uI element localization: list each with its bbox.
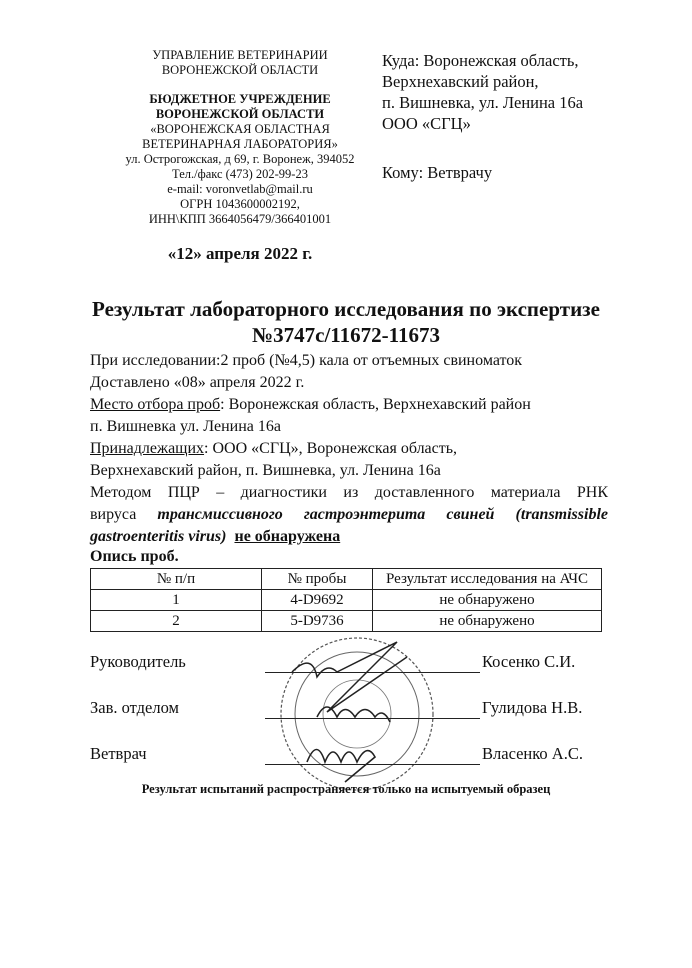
signature-row <box>90 652 610 676</box>
header-cell: № пробы <box>262 569 373 590</box>
org-inn: ИНН\КПП 3664056479/366401001 <box>148 212 332 226</box>
cell: 4-D9692 <box>262 590 373 611</box>
recipient-block <box>382 50 583 183</box>
document-body <box>90 350 608 548</box>
body-line: При исследовании:2 проб (№4,5) кала от отъемных свиноматок <box>90 352 523 369</box>
label: Место отбора проб <box>90 396 221 413</box>
body-line <box>90 526 608 548</box>
body-line: Верхнехавский район, п. Вишневка, ул. Ленина 16а <box>90 462 441 479</box>
signature-name: Гулидова Н.В. <box>482 698 583 717</box>
cell: не обнаружено <box>373 590 602 611</box>
sampling-place <box>90 394 608 416</box>
virus-name: трансмиссивного гастроэнтерита свиней (transmissible <box>157 506 609 523</box>
recipient-to: Кому: Ветврачу <box>382 163 493 182</box>
document-date: «12» апреля 2022 г. <box>167 244 313 263</box>
virus-name: gastroenteritis virus) <box>90 528 227 545</box>
table-header <box>91 569 602 590</box>
org-ogrn: ОГРН 1043600002192, <box>180 197 300 211</box>
recipient-line: ООО «СГЦ» <box>382 114 471 133</box>
organization-header <box>95 48 385 227</box>
recipient-line: Куда: Воронежская область, <box>382 51 579 70</box>
body-line <box>90 504 608 526</box>
header-cell: № п/п <box>91 569 262 590</box>
samples-table <box>90 568 602 632</box>
text: вируса <box>90 506 158 523</box>
result-text: не обнаружена <box>234 528 341 545</box>
org-line: «ВОРОНЕЖСКАЯ ОБЛАСТНАЯ <box>150 122 330 136</box>
org-address: ул. Острогожская, д 69, г. Воронеж, 394052 <box>125 152 355 166</box>
body-line: Доставлено «08» апреля 2022 г. <box>90 374 305 391</box>
signature-row <box>90 744 610 768</box>
org-line: ВОРОНЕЖСКОЙ ОБЛАСТИ <box>161 63 319 77</box>
org-line: ВЕТЕРИНАРНАЯ ЛАБОРАТОРИЯ» <box>142 137 338 151</box>
signature-name: Власенко А.С. <box>482 744 583 763</box>
title-line: Результат лабораторного исследования по экспертизе <box>92 297 600 321</box>
value: : Воронежская область, Верхнехавский район <box>220 396 531 413</box>
signature-name: Косенко С.И. <box>482 652 576 671</box>
org-line: БЮДЖЕТНОЕ УЧРЕЖДЕНИЕ <box>149 92 331 106</box>
body-line: п. Вишневка ул. Ленина 16а <box>90 418 281 435</box>
samples-heading: Опись проб. <box>90 548 179 565</box>
footer-note: Результат испытаний распространяется только на испытуемый образец <box>141 782 551 796</box>
table-row <box>91 611 602 632</box>
header-cell: Результат исследования на АЧС <box>373 569 602 590</box>
org-email: e-mail: voronvetlab@mail.ru <box>167 182 313 196</box>
signature-role: Руководитель <box>90 652 186 671</box>
org-line: ВОРОНЕЖСКОЙ ОБЛАСТИ <box>155 107 325 121</box>
signature-role: Ветврач <box>90 744 147 763</box>
expertise-number: №3747с/11672-11673 <box>252 323 440 347</box>
signature-role: Зав. отделом <box>90 698 179 717</box>
label: Принадлежащих <box>90 440 205 457</box>
signature-row <box>90 698 610 722</box>
owner <box>90 438 608 460</box>
cell: 5-D9736 <box>262 611 373 632</box>
recipient-line: Верхнехавский район, <box>382 72 539 91</box>
org-line: УПРАВЛЕНИЕ ВЕТЕРИНАРИИ <box>152 48 328 62</box>
cell: не обнаружено <box>373 611 602 632</box>
cell: 1 <box>91 590 262 611</box>
value: : ООО «СГЦ», Воронежская область, <box>204 440 458 457</box>
cell: 2 <box>91 611 262 632</box>
recipient-line: п. Вишневка, ул. Ленина 16а <box>382 93 584 112</box>
document-title <box>40 296 652 348</box>
table-row <box>91 590 602 611</box>
body-line: Методом ПЦР – диагностики из доставленного материала РНК <box>90 484 608 501</box>
org-phone: Тел./факс (473) 202-99-23 <box>172 167 308 181</box>
